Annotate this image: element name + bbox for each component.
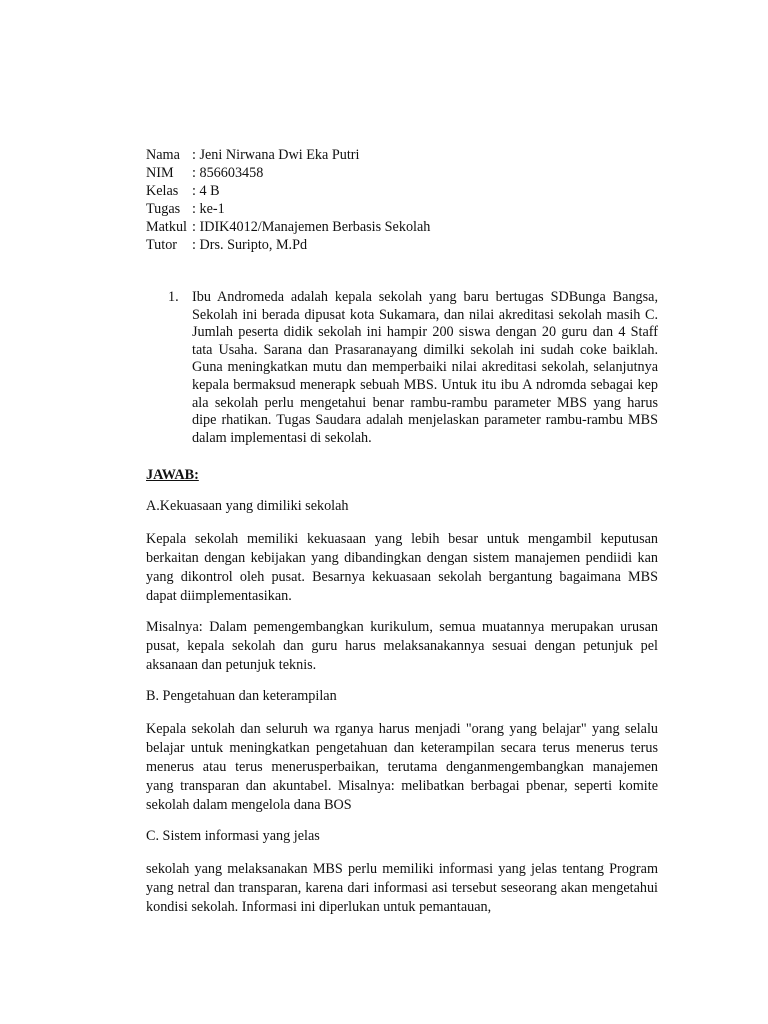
identity-value: : Jeni Nirwana Dwi Eka Putri — [192, 147, 360, 163]
identity-row-kelas — [146, 182, 430, 200]
section-b-paragraph: Kepala sekolah dan seluruh wa rganya harus menjadi "orang yang belajar" yang selalu belajar untuk meningkatkan pengetahuan dan keterampilan secara terus menerus terus menerus atau terus menerusperbaikan, terutama denganmengembangkan manajemen yang transparan dan akuntabel. Misalnya: melibatkan berbagai pbenar, seperti komite sekolah dalam mengelola dana BOS — [146, 721, 658, 813]
answer-label: JAWAB: — [146, 467, 199, 483]
student-identity-block — [146, 146, 430, 254]
identity-value: : Drs. Suripto, M.Pd — [192, 237, 308, 253]
identity-label: Tugas — [146, 201, 181, 217]
identity-label: Tutor — [146, 237, 178, 253]
identity-label: NIM — [146, 165, 174, 181]
question-item — [170, 289, 658, 447]
identity-value: : IDIK4012/Manajemen Berbasis Sekolah — [192, 219, 431, 235]
identity-row-matkul — [146, 218, 430, 236]
identity-value: : 856603458 — [192, 165, 264, 181]
identity-value: : 4 B — [192, 183, 220, 199]
section-a-paragraph: Kepala sekolah memiliki kekuasaan yang lebih besar untuk mengambil keputusan berkaitan dengan kebijakan yang dibandingkan dengan sistem manajemen pendiidi kan yang dikontrol oleh pusat. Besarnya kekuasaan sekolah bergantung bagaimana MBS dapat diimplementasikan. — [146, 531, 658, 604]
answer-block — [146, 466, 658, 917]
section-c-paragraph: sekolah yang melaksanakan MBS perlu memiliki informasi yang jelas tentang Program yang netral dan transparan, karena dari informasi asi tersebut seseorang akan mengetahui kondisi sekolah. Informasi ini diperlukan untuk pemantauan, — [146, 861, 658, 915]
identity-row-tugas — [146, 200, 430, 218]
identity-value: : ke-1 — [192, 201, 225, 217]
identity-label: Kelas — [146, 183, 179, 199]
question-number: 1. — [168, 289, 179, 305]
section-heading-b: B. Pengetahuan dan keterampilan — [146, 688, 337, 704]
identity-label: Matkul — [146, 219, 187, 235]
section-a-paragraph: Misalnya: Dalam pemengembangkan kurikulum, semua muatannya merupakan urusan pusat, kepala sekolah dan guru harus melaksanakannya sesuai dengan petunjuk pel aksanaan dan petunjuk teknis. — [146, 619, 658, 673]
identity-row-nama — [146, 146, 430, 164]
question-text: Ibu Andromeda adalah kepala sekolah yang baru bertugas SDBunga Bangsa, Sekolah ini berada dipusat kota Sukamara, dan nilai akreditasi sekolah masih C. Jumlah peserta didik sekolah ini hampir 200 siswa dengan 20 guru dan 4 Staff tata Usaha. Sarana dan Prasaranayang dimilki sekolah ini sudah coke baiklah. Guna meningkatkan mutu dan memperbaiki nilai akreditasi sekolah, selanjutnya kepala bermaksud menerapk sebuah MBS. Untuk itu ibu A ndromda sebagai kep ala sekolah perlu mengetahui benar rambu-rambu parameter MBS yang harus dipe rhatikan. Tugas Saudara adalah menjelaskan parameter rambu-rambu MBS dalam implementasi di sekolah. — [192, 289, 658, 446]
identity-label: Nama — [146, 147, 180, 163]
identity-row-tutor — [146, 236, 430, 254]
identity-row-nim — [146, 164, 430, 182]
section-heading-c: C. Sistem informasi yang jelas — [146, 828, 320, 844]
section-heading-a: A.Kekuasaan yang dimiliki sekolah — [146, 498, 349, 514]
